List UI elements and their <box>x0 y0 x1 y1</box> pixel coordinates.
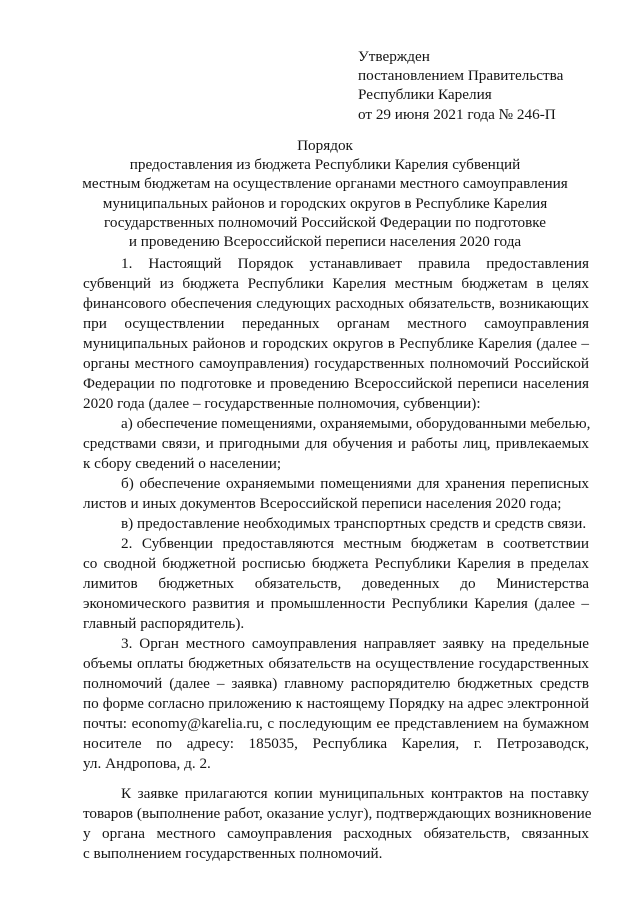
body-line: товаров (выполнение работ, оказание услуг), подтверждающих возникновение <box>83 805 592 822</box>
body-line: к сбору сведений о населении; <box>83 455 282 472</box>
body-line: листов и иных документов Всероссийской переписи населения 2020 года; <box>83 495 562 512</box>
body-line: 1. Настоящий Порядок устанавливает правила предоставления <box>121 255 589 272</box>
body-line: а) обеспечение помещениями, охраняемыми, оборудованными мебелью, <box>121 415 591 432</box>
body-line: носителе по адресу: 185035, Республика Карелия, г. Петрозаводск, <box>83 735 589 752</box>
heading-line: и проведению Всероссийской переписи населения 2020 года <box>128 233 522 251</box>
body-line: субвенций из бюджета Республики Карелия местным бюджетам в целях <box>83 275 589 292</box>
body-line: по форме согласно приложению к настоящему Порядку на адрес электронной <box>83 695 589 712</box>
body-line: при осуществлении переданных органам местного самоуправления <box>83 315 589 332</box>
approval-block <box>358 47 563 124</box>
body-line: муниципальных районов и городских округов в Республике Карелия (далее – <box>83 335 589 352</box>
heading-line: муниципальных районов и городских округов в Республике Карелия <box>102 194 548 212</box>
body-line: экономического развития и промышленности Республики Карелия (далее – <box>83 595 589 612</box>
body-line: с выполнением государственных полномочий. <box>83 845 383 862</box>
heading-line: государственных полномочий Российской Федерации по подготовке <box>103 213 547 231</box>
document-title: Порядок <box>297 137 353 154</box>
body-line: 2020 года (далее – государственные полномочия, субвенции): <box>83 395 481 412</box>
document-heading <box>60 136 590 251</box>
heading-line: местным бюджетам на осуществление органами местного самоуправления <box>82 175 568 193</box>
body-line: органы местного самоуправления) государственных полномочий Российской <box>83 355 589 372</box>
body-line: средствами связи, и пригодными для обучения и работы лиц, привлекаемых <box>83 435 589 452</box>
body-line: ул. Андропова, д. 2. <box>83 755 211 772</box>
heading-line: предоставления из бюджета Республики Карелия субвенций <box>129 156 521 174</box>
body-line: со сводной бюджетной росписью бюджета Республики Карелия в пределах <box>83 555 589 572</box>
body-line: Федерации по подготовке и проведению Всероссийской переписи населения <box>83 375 589 392</box>
approval-line: Утвержден <box>358 48 430 65</box>
body-line: у органа местного самоуправления расходных обязательств, связанных <box>83 825 589 842</box>
body-line: лимитов бюджетных обязательств, доведенных до Министерства <box>83 575 589 592</box>
body-line: почты: economy@karelia.ru, с последующим ее представлением на бумажном <box>83 715 589 732</box>
body-line: К заявке прилагаются копии муниципальных контрактов на поставку <box>121 785 589 802</box>
approval-line: постановлением Правительства <box>358 67 564 85</box>
body-line: объемы оплаты бюджетных обязательств на осуществление государственных <box>83 655 589 672</box>
body-line: 2. Субвенции предоставляются местным бюджетам в соответствии <box>121 535 589 552</box>
approval-line: Республики Карелия <box>358 86 492 104</box>
body-line: главный распорядитель). <box>83 615 245 632</box>
approval-date-line: от 29 июня 2021 года № 246-П <box>358 105 556 123</box>
document-body <box>83 254 592 864</box>
body-line: б) обеспечение охраняемыми помещениями для хранения переписных <box>121 475 589 492</box>
body-line: полномочий (далее – заявка) главному распорядителю бюджетных средств <box>83 675 589 692</box>
body-line: 3. Орган местного самоуправления направляет заявку на предельные <box>121 635 589 652</box>
body-line: в) предоставление необходимых транспортных средств и средств связи. <box>121 515 587 532</box>
body-line: финансового обеспечения следующих расходных обязательств, возникающих <box>83 295 589 312</box>
